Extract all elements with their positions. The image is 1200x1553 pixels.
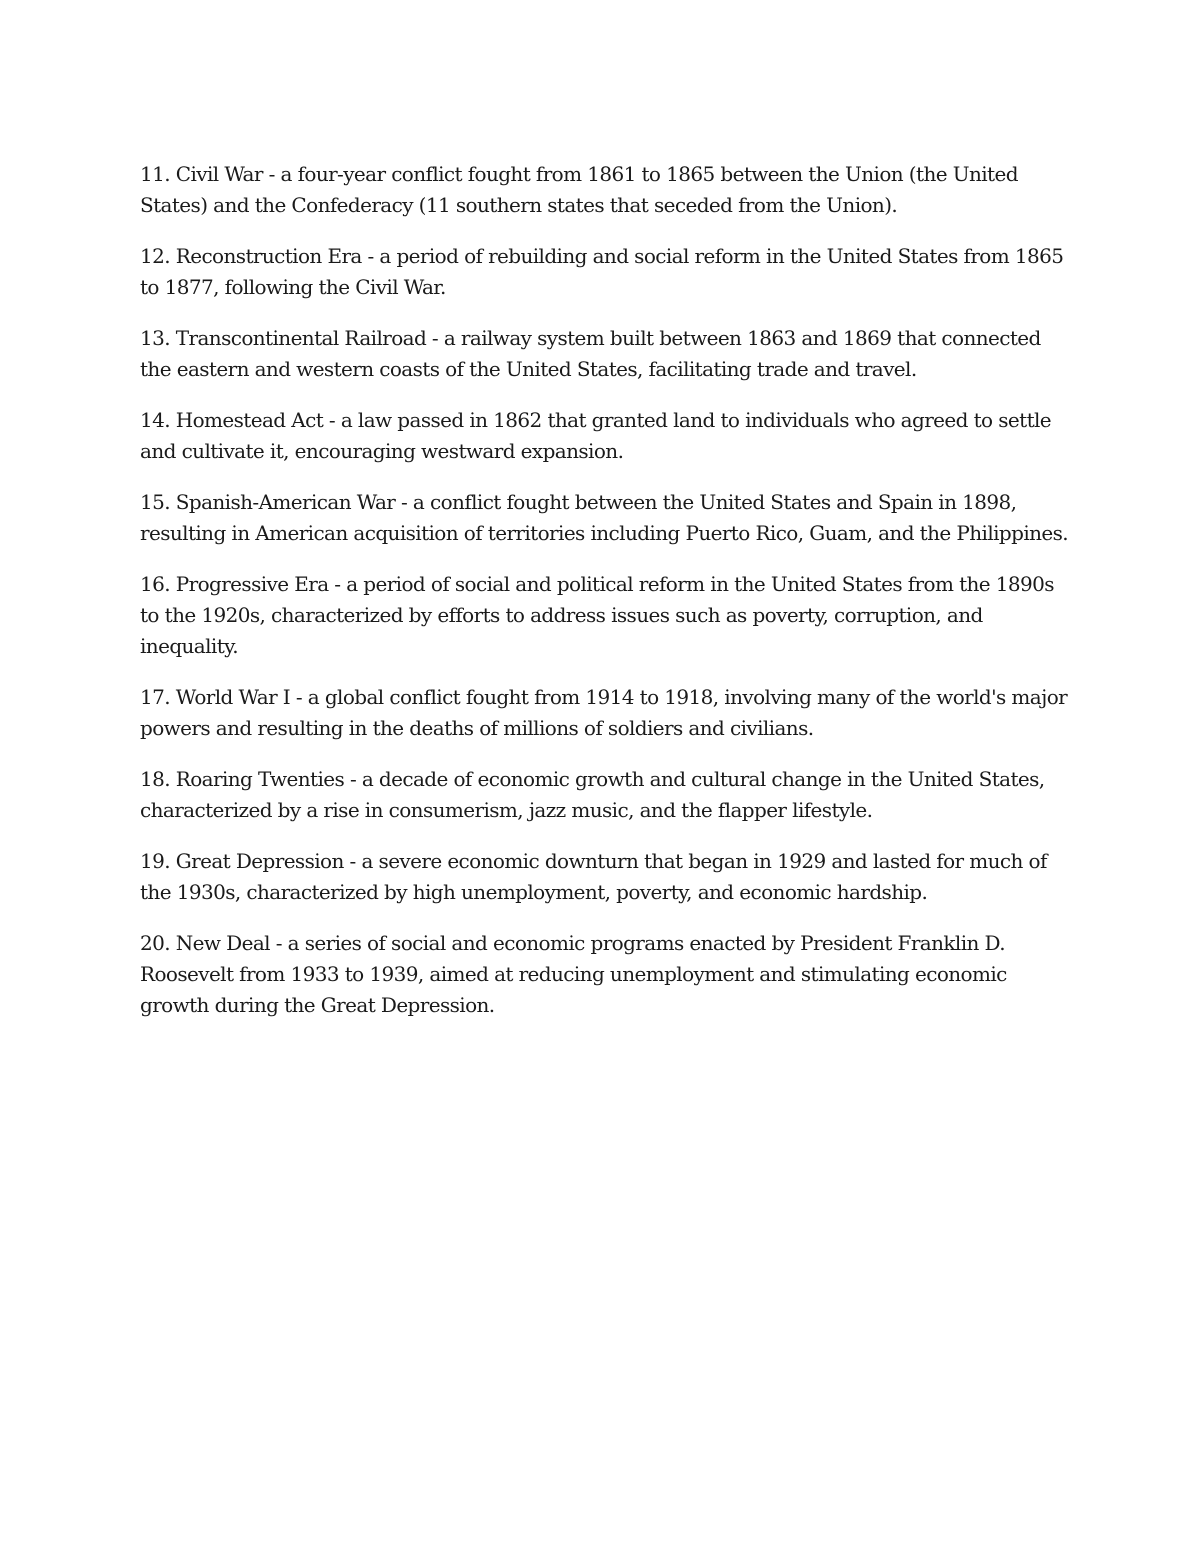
entry-roaring-twenties: 18. Roaring Twenties - a decade of economic growth and cultural change in the United States, characterized by a rise in consumerism, jazz music, and the flapper lifestyle.: [140, 767, 1045, 822]
entry-world-war-i: 17. World War I - a global conflict fought from 1914 to 1918, involving many of the world's major powers and resulting in the deaths of millions of soldiers and civilians.: [140, 685, 1068, 740]
entry-transcontinental-railroad: 13. Transcontinental Railroad - a railway system built between 1863 and 1869 that connected the eastern and western coasts of the United States, facilitating trade and travel.: [140, 326, 1041, 381]
entry-homestead-act: 14. Homestead Act - a law passed in 1862 that granted land to individuals who agreed to settle and cultivate it, encouraging westward expansion.: [140, 408, 1052, 463]
document-body: [140, 159, 1070, 1041]
entry-new-deal: 20. New Deal - a series of social and economic programs enacted by President Franklin D. Roosevelt from 1933 to 1939, aimed at reducing unemployment and stimulating economic growth during the Great Depression.: [140, 931, 1007, 1017]
entry-progressive-era: 16. Progressive Era - a period of social and political reform in the United States from the 1890s to the 1920s, characterized by efforts to address issues such as poverty, corruption, and inequality.: [140, 572, 1054, 658]
entry-reconstruction-era: 12. Reconstruction Era - a period of rebuilding and social reform in the United States from 1865 to 1877, following the Civil War.: [140, 244, 1064, 299]
entry-civil-war: 11. Civil War - a four-year conflict fought from 1861 to 1865 between the Union (the United States) and the Confederacy (11 southern states that seceded from the Union).: [140, 162, 1018, 217]
entry-great-depression: 19. Great Depression - a severe economic downturn that began in 1929 and lasted for much of the 1930s, characterized by high unemployment, poverty, and economic hardship.: [140, 849, 1047, 904]
entry-spanish-american-war: 15. Spanish-American War - a conflict fought between the United States and Spain in 1898, resulting in American acquisition of territories including Puerto Rico, Guam, and the Philippines.: [140, 490, 1069, 545]
